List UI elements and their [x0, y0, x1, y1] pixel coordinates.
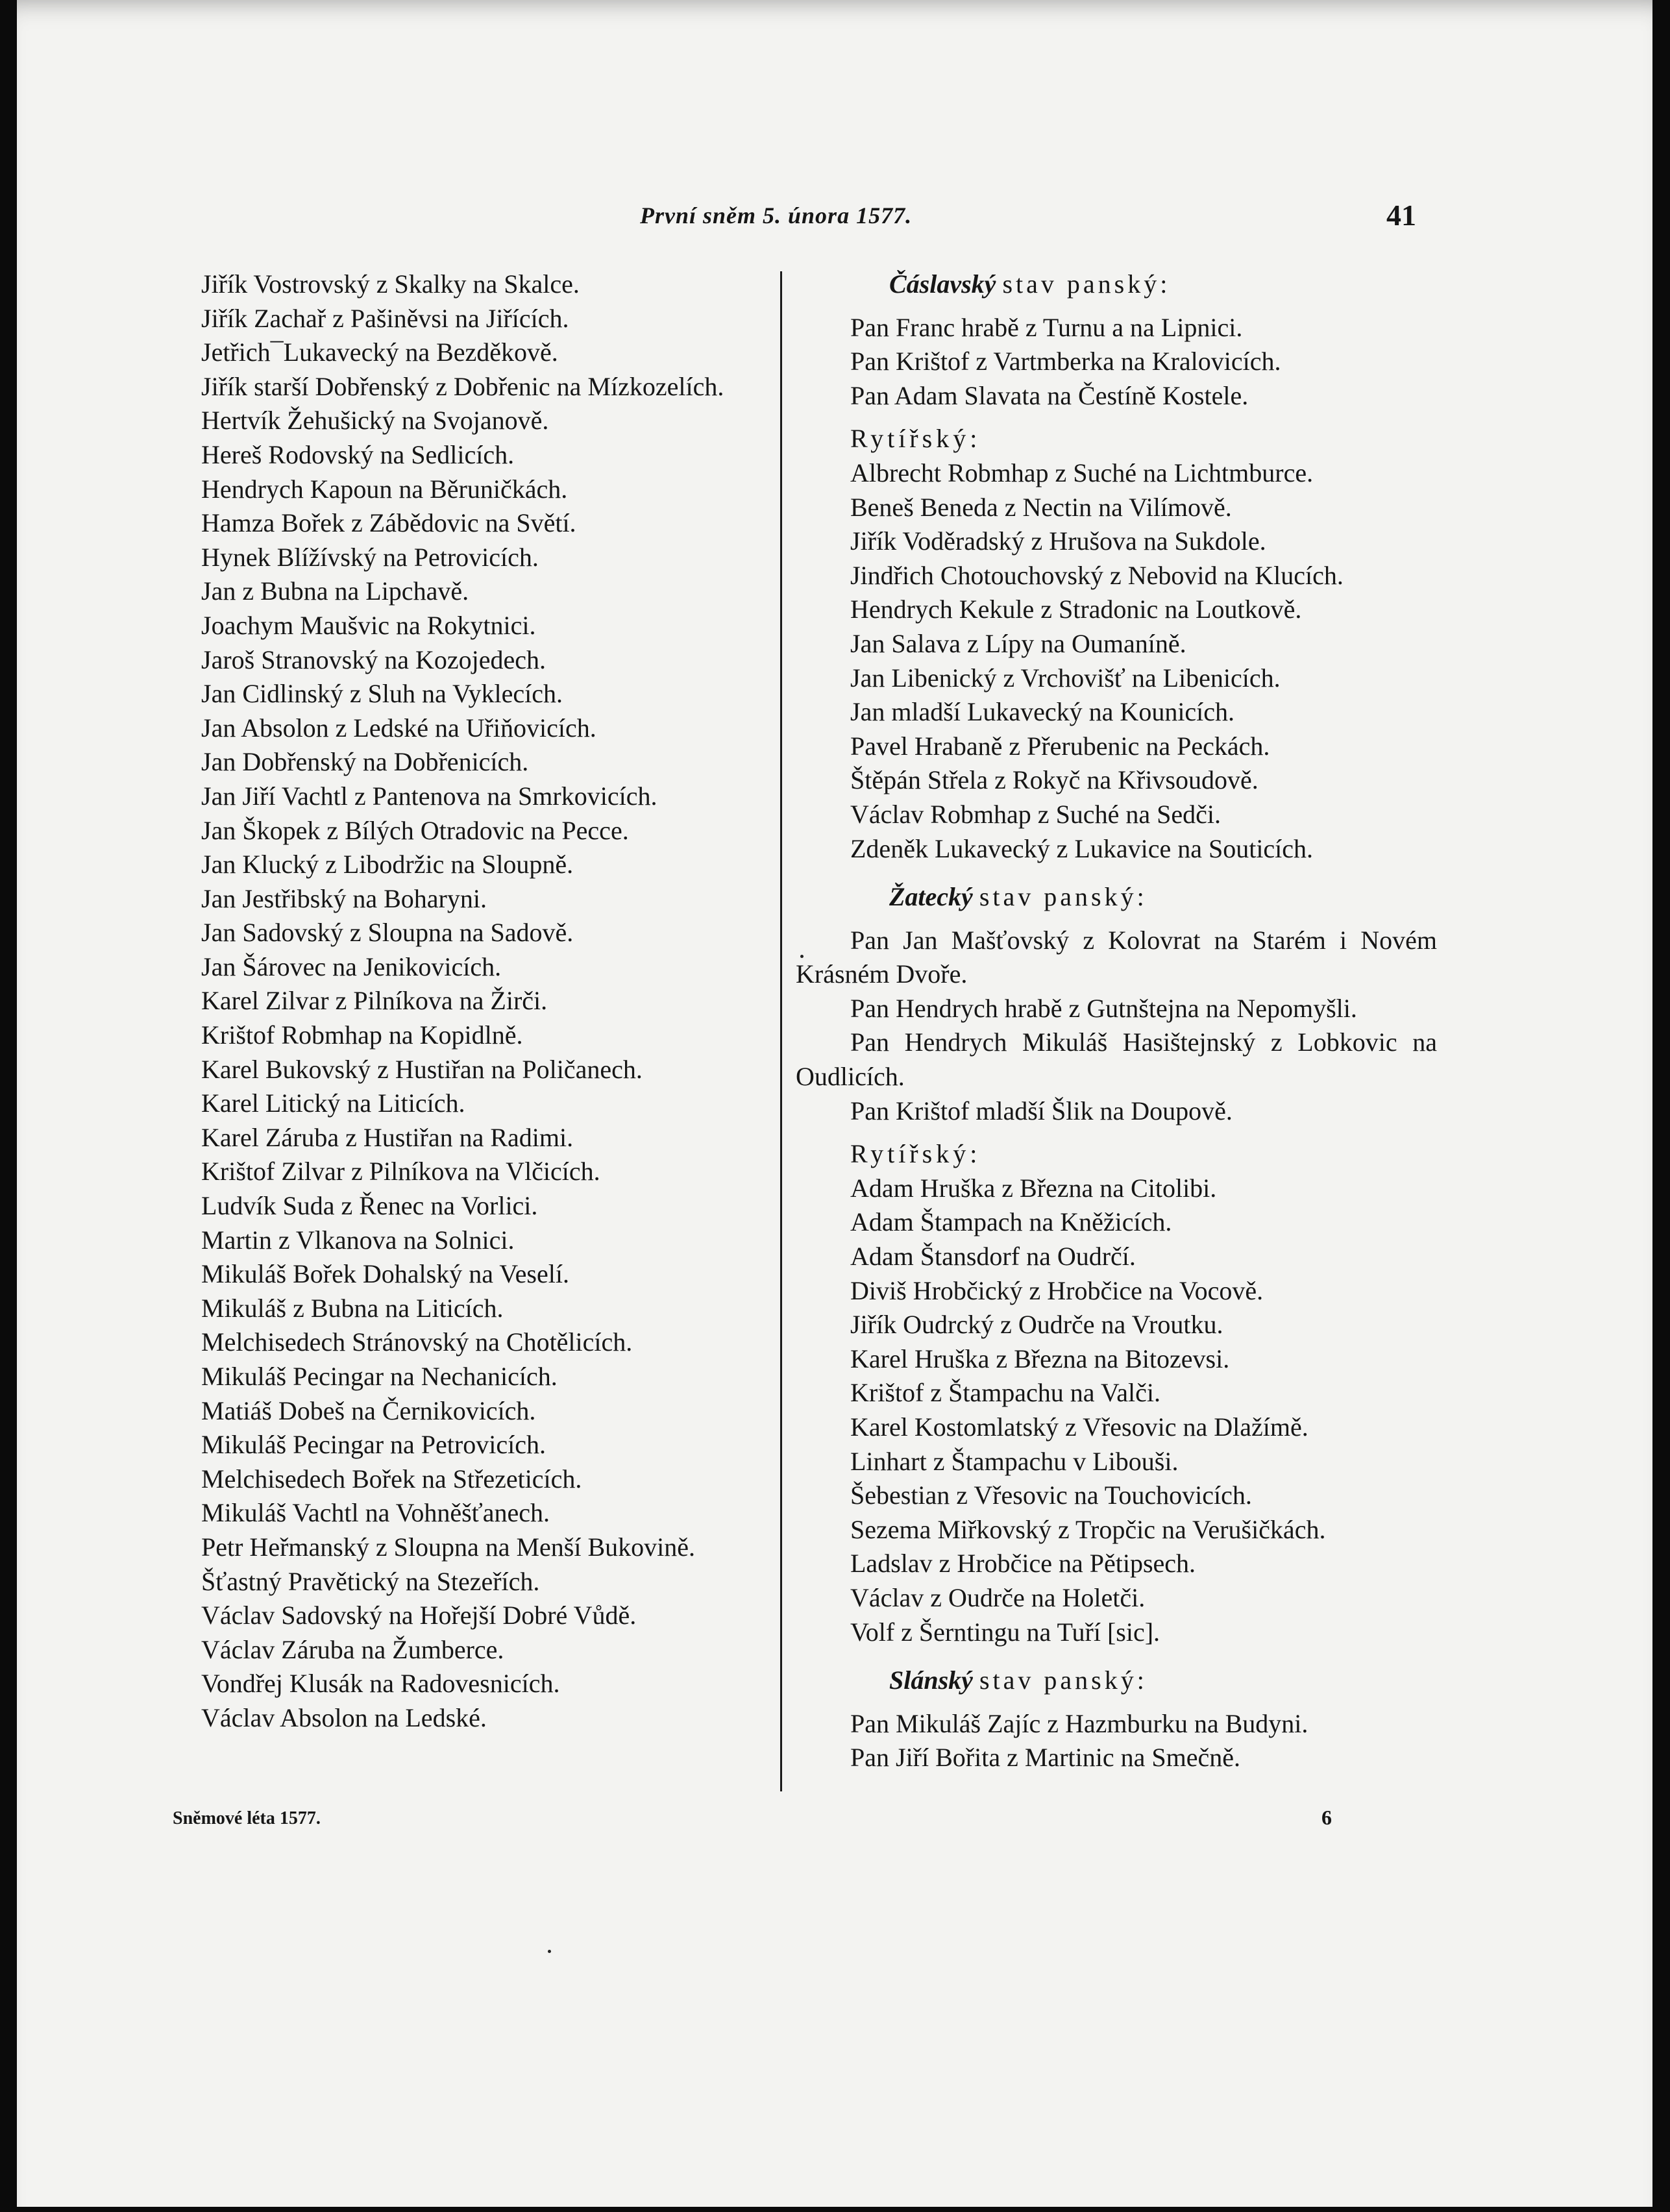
subheading-caslavsky-knights: Rytířský:	[850, 424, 981, 454]
list-item: Hynek Blížívský na Petrovicích.	[201, 542, 539, 572]
subheading-zatecky-knights: Rytířský:	[850, 1139, 981, 1169]
print-speck	[548, 1950, 551, 1953]
right-column	[796, 267, 1437, 1775]
list-item: Jan Jestřibský na Boharyni.	[201, 883, 487, 913]
knights-zatecky	[796, 1172, 1437, 1649]
list-item: Jan Sadovský z Sloupna na Sadově.	[201, 918, 574, 948]
list-item: Volf z Šerntingu na Tuří [sic].	[850, 1617, 1160, 1647]
list-item: Ladslav z Hrobčice na Pětipsech.	[850, 1549, 1196, 1579]
list-item: Beneš Beneda z Nectin na Vilímově.	[850, 492, 1232, 522]
entries-slansky	[796, 1707, 1437, 1775]
list-item: Adam Hruška z Března na Citolibi.	[850, 1173, 1217, 1203]
list-item: Pan Jan Mašťovský z Kolovrat na Starém i Novém Krásném Dvoře.	[796, 925, 1437, 989]
list-item: Krištof Zilvar z Pilníkova na Vlčicích.	[201, 1157, 600, 1186]
list-item: Pan Hendrych Mikuláš Hasištejnský z Lobkovic na Oudlicích.	[796, 1027, 1437, 1092]
list-item: Mikuláš Pecingar na Nechanicích.	[201, 1362, 558, 1391]
list-item: Jan Klucký z Libodržic na Sloupně.	[201, 850, 574, 879]
list-item: Václav z Oudrče na Holetči.	[850, 1582, 1146, 1612]
heading-place: Žatecký	[889, 882, 973, 912]
list-item: Václav Záruba na Žumberce.	[201, 1634, 504, 1664]
list-item: Štěpán Střela z Rokyč na Křivsoudově.	[850, 765, 1259, 795]
section-heading-caslavsky	[796, 267, 1437, 302]
list-item: Jan Libenický z Vrchovišť na Libenicích.	[850, 663, 1281, 693]
list-item: Václav Absolon na Ledské.	[201, 1702, 487, 1732]
list-item: Mikuláš z Bubna na Liticích.	[201, 1293, 504, 1323]
page-number: 41	[1386, 199, 1416, 232]
entries-caslavsky	[796, 311, 1437, 413]
list-item: Karel Zilvar z Pilníkova na Žirči.	[201, 986, 548, 1016]
running-title: První sněm 5. února 1577.	[640, 203, 913, 228]
list-item: Melchisedech Bořek na Střezeticích.	[201, 1464, 582, 1493]
entries-zatecky	[796, 924, 1437, 1129]
list-item: Jan mladší Lukavecký na Kounicích.	[850, 697, 1235, 727]
list-item: Václav Sadovský na Hořejší Dobré Vůdě.	[201, 1601, 637, 1630]
list-item: Pan Adam Slavata na Čestíně Kostele.	[850, 380, 1249, 410]
list-item: Karel Litický na Liticích.	[201, 1088, 465, 1118]
list-item: Adam Štansdorf na Oudrčí.	[850, 1242, 1136, 1272]
list-item: Mikuláš Pecingar na Petrovicích.	[201, 1430, 546, 1460]
list-item: Melchisedech Stránovský na Chotělicích.	[201, 1327, 633, 1357]
list-item: Sezema Miřkovský z Tropčic na Verušičkách.	[850, 1514, 1326, 1544]
list-item: Šebestian z Vřesovic na Touchovicích.	[850, 1481, 1252, 1510]
list-item: Jiřík Oudrcký z Oudrče na Vroutku.	[850, 1310, 1223, 1340]
list-item: Jiřík Zachař z Pašiněvsi na Jiřících.	[201, 303, 569, 333]
list-item: Zdeněk Lukavecký z Lukavice na Souticích.	[850, 833, 1314, 863]
list-item: Vondřej Klusák na Radovesnicích.	[201, 1669, 560, 1699]
knights-caslavsky	[796, 456, 1437, 866]
heading-label: stav panský:	[1002, 269, 1171, 299]
left-column	[147, 267, 779, 1736]
list-item: Karel Kostomlatský z Vřesovic na Dlažímě.	[850, 1412, 1308, 1442]
footer-sheet-number: 6	[1321, 1806, 1332, 1829]
list-item: Jan Salava z Lípy na Oumaníně.	[850, 628, 1186, 658]
print-speck	[800, 955, 804, 958]
list-item: Jan z Bubna na Lipchavě.	[201, 576, 469, 606]
list-item: Pan Jiří Bořita z Martinic na Smečně.	[850, 1743, 1240, 1773]
list-item: Pan Mikuláš Zajíc z Hazmburku na Budyni.	[850, 1708, 1308, 1738]
heading-place: Slánský	[889, 1665, 973, 1695]
list-item: Hendrych Kekule z Stradonic na Loutkově.	[850, 595, 1302, 624]
section-heading-zatecky	[796, 880, 1437, 915]
list-item: Linhart z Štampachu v Libouši.	[850, 1446, 1179, 1476]
list-item: Hamza Bořek z Zábědovic na Světí.	[201, 508, 576, 538]
section-heading-slansky	[796, 1664, 1437, 1698]
list-item: Krištof Robmhap na Kopidlně.	[201, 1020, 523, 1050]
heading-label: stav panský:	[979, 882, 1148, 912]
list-item: Karel Záruba z Hustiřan na Radimi.	[201, 1122, 574, 1152]
list-item: Jan Absolon z Ledské na Uřiňovicích.	[201, 713, 596, 743]
document-page	[17, 0, 1652, 2207]
footer-signature: Sněmové léta 1577.	[173, 1808, 321, 1828]
list-item: Mikuláš Vachtl na Vohněšťanech.	[201, 1498, 550, 1528]
list-item: Mikuláš Bořek Dohalský na Veselí.	[201, 1259, 569, 1289]
list-item: Jindřich Chotouchovský z Nebovid na Klucích.	[850, 560, 1344, 590]
list-item: Martin z Vlkanova na Solnici.	[201, 1225, 515, 1255]
list-item: Pan Krištof z Vartmberka na Kralovicích.	[850, 347, 1281, 376]
list-item: Šťastný Pravětický na Stezeřích.	[201, 1566, 540, 1596]
list-item: Pan Krištof mladší Šlik na Doupově.	[850, 1096, 1233, 1125]
heading-label: stav panský:	[979, 1665, 1148, 1695]
list-item: Jan Šárovec na Jenikovicích.	[201, 952, 502, 981]
list-item: Jiřík Voděradský z Hrušova na Sukdole.	[850, 526, 1266, 556]
list-item: Hereš Rodovský na Sedlicích.	[201, 439, 515, 469]
list-item: Petr Heřmanský z Sloupna na Menší Bukovině.	[201, 1532, 695, 1562]
list-item: Jan Jiří Vachtl z Pantenova na Smrkovicích.	[201, 781, 657, 811]
list-item: Jiřík Vostrovský z Skalky na Skalce.	[201, 269, 580, 299]
list-item: Jetřich¯Lukavecký na Bezděkově.	[201, 338, 558, 367]
page-header	[17, 198, 1652, 237]
list-item: Karel Hruška z Března na Bitozevsi.	[850, 1344, 1230, 1373]
list-item: Pan Franc hrabě z Turnu a na Lipnici.	[850, 312, 1243, 342]
list-item: Jan Dobřenský na Dobřenicích.	[201, 747, 529, 777]
list-item: Karel Bukovský z Hustiřan na Poličanech.	[201, 1054, 643, 1084]
heading-place: Čáslavský	[889, 269, 996, 299]
list-item: Jaroš Stranovský na Kozojedech.	[201, 645, 546, 674]
list-item: Albrecht Robmhap z Suché na Lichtmburce.	[850, 458, 1314, 487]
list-item: Jan Cidlinský z Sluh na Vyklecích.	[201, 679, 563, 709]
list-item: Joachym Maušvic na Rokytnici.	[201, 610, 536, 640]
list-item: Diviš Hrobčický z Hrobčice na Vocově.	[850, 1275, 1264, 1305]
list-item: Hendrych Kapoun na Běruničkách.	[201, 474, 568, 504]
list-item: Pavel Hrabaně z Přerubenic na Peckách.	[850, 731, 1270, 761]
column-divider	[780, 271, 782, 1791]
list-item: Jan Škopek z Bílých Otradovic na Pecce.	[201, 815, 629, 845]
list-item: Jiřík starší Dobřenský z Dobřenic na Mízkozelích.	[201, 371, 724, 401]
list-item: Hertvík Žehušický na Svojanově.	[201, 406, 549, 436]
list-item: Matiáš Dobeš na Černikovicích.	[201, 1395, 536, 1425]
list-item: Václav Robmhap z Suché na Sedči.	[850, 799, 1221, 829]
list-item: Ludvík Suda z Řenec na Vorlici.	[201, 1191, 538, 1221]
list-item: Pan Hendrych hrabě z Gutnštejna na Nepomyšli.	[850, 993, 1357, 1023]
list-item: Adam Štampach na Kněžicích.	[850, 1207, 1172, 1237]
list-item: Krištof z Štampachu na Valči.	[850, 1378, 1161, 1408]
